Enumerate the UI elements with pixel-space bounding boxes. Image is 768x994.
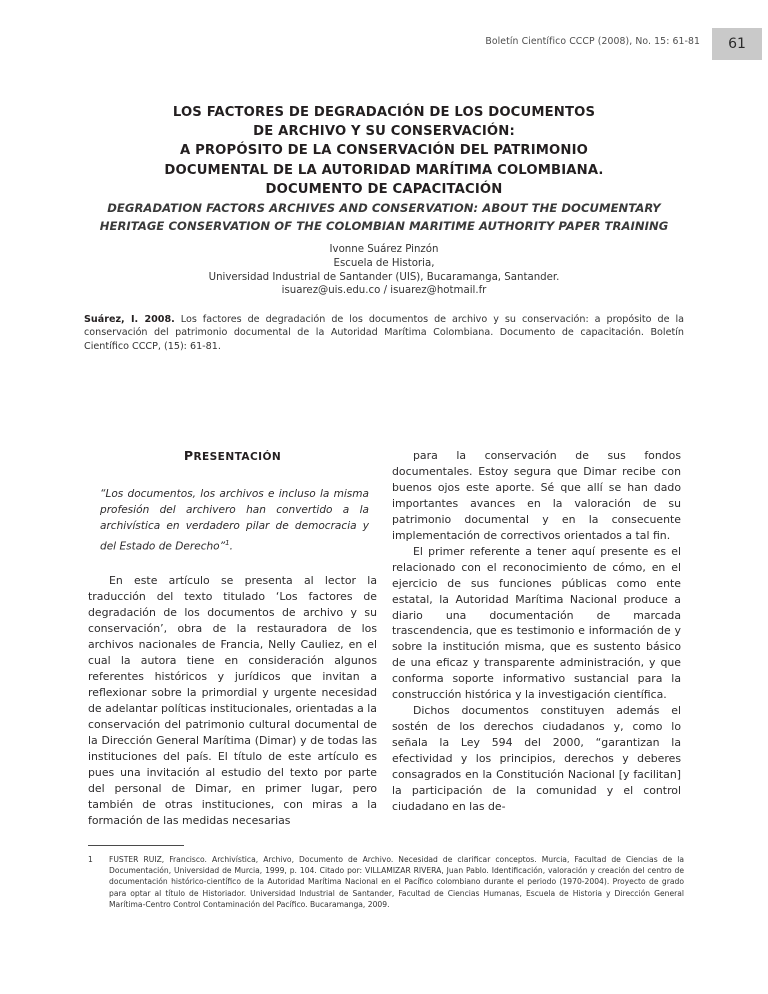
page-folio-box (712, 28, 762, 60)
pull-quote (100, 486, 369, 554)
title-line-5: DOCUMENTO DE CAPACITACIÓN (265, 181, 503, 197)
running-head: Boletín Científico CCCP (2008), No. 15: 61-81 (485, 36, 700, 47)
author-emails: isuarez@uis.edu.co / isuarez@hotmail.fr (281, 285, 487, 297)
citation-block (84, 313, 684, 353)
title-line-2: DE ARCHIVO Y SU CONSERVACIÓN: (253, 124, 515, 140)
title-line-3: A PROPÓSITO DE LA CONSERVACIÓN DEL PATRIMONIO (179, 143, 589, 159)
page-title (84, 103, 684, 199)
paragraph: Dichos documentos constituyen además el sostén de los derechos ciudadanos y, como lo señala la Ley 594 del 2000, “garantizan la efectividad y los principios, derechos y deberes consagrados en la Constitución Nacional [y facilitan] la participación de la comunidad y el control ciudadano en las de- (392, 704, 681, 813)
footnote-area (88, 845, 684, 910)
citation-lead: Suárez, I. 2008. (84, 314, 175, 325)
section-heading-dropcap: P (183, 448, 194, 463)
pull-quote-footnote-marker: 1 (225, 538, 230, 547)
footnote-number: 1 (88, 855, 93, 864)
footnote-text: FUSTER RUIZ, Francisco. Archivística, Archivo, Documento de Archivo. Necesidad de clarificar conceptos. Murcia, Facultad de Ciencias de la Documentación, Universidad de Murcia, 1999, p. 104. Citado por: VILLAMIZAR RIVERA, Juan Pablo. Identificación, valoración y creación del centro de documentación histórico-científico de la Autoridad Marítima Nacional en el Pacífico colombiano durante el periodo (1970-2004). Proyecto de grado para optar al título de Historiador. Universidad Industrial de Santander, Facultad de Ciencias Humanas, Escuela de Historia y Dirección General Marítima-Centro Control Contaminación del Pacífico. Bucaramanga, 2009. (109, 855, 684, 909)
footnote-item (88, 854, 684, 910)
pull-quote-tail: . (229, 540, 233, 553)
section-heading-presentacion (88, 448, 377, 466)
paragraph: El primer referente a tener aquí presente es el relacionado con el reconocimiento de cómo, en el ejercicio de sus funciones públicas como ente estatal, la Autoridad Marítima Nacional produce a diario una documentación de marcada trascendencia, que es testimonio e información de y sobre la institución misma, que es sustento básico de una eficaz y transparente administración, y que conforma soporte informativo sustancial para la construcción histórica y la investigación científica. (392, 544, 681, 702)
english-title (60, 199, 708, 235)
author-name: Ivonne Suárez Pinzón (329, 244, 439, 255)
author-affiliation-block (84, 243, 684, 298)
title-line-4: DOCUMENTAL DE LA AUTORIDAD MARÍTIMA COLOMBIANA. (164, 162, 604, 178)
paragraph: para la conservación de sus fondos documentales. Estoy segura que Dimar recibe con buenos ojos este aporte. Sé que allí se han dado importantes avances en la valoración de su patrimonio documental y en la consecuente implementación de correctivos orientados a tal fin. (392, 449, 681, 542)
body-column-left (88, 448, 377, 829)
english-title-line-1: DEGRADATION FACTORS ARCHIVES AND CONSERVATION: ABOUT THE DOCUMENTARY (107, 201, 661, 215)
english-title-line-2: HERITAGE CONSERVATION OF THE COLOMBIAN MARITIME AUTHORITY PAPER TRAINING (99, 219, 669, 233)
author-university: Universidad Industrial de Santander (UIS), Bucaramanga, Santander. (208, 271, 560, 283)
section-heading-rest: RESENTACIÓN (193, 451, 282, 463)
pull-quote-text: “Los documentos, los archivos e incluso la misma profesión del archivero han convertido a la archivística en verdadero pilar de democracia y del Estado de Derecho” (100, 487, 369, 553)
citation-rest: Los factores de degradación de los documentos de archivo y su conservación: a propósito de la conservación del patrimonio documental de la Autoridad Marítima Colombiana. Documento de capacitación. Boletín Científico CCCP, (15): 61-81. (84, 314, 684, 352)
paragraph: En este artículo se presenta al lector la traducción del texto titulado ‘Los factores de degradación de los documentos de archivo y su conservación’, obra de la restauradora de los archivos nacionales de Francia, Nelly Cauliez, en el cual la autora tiene en consideración algunos referentes históricos y jurídicos que invitan a reflexionar sobre la primordial y urgente necesidad de adelantar políticas institucionales, orientadas a la conservación del patrimonio cultural documental de la Dirección General Marítima (Dimar) y de todas las instituciones del país. El título de este artículo es pues una invitación al estudio del texto por parte del personal de Dimar, en primer lugar, pero también de otras instituciones, con miras a la formación de las medidas necesarias (88, 574, 377, 827)
page-number: 61 (728, 36, 746, 52)
author-school: Escuela de Historia, (333, 257, 435, 269)
footnote-separator-rule (88, 845, 184, 846)
body-column-right (392, 448, 681, 815)
title-line-1: LOS FACTORES DE DEGRADACIÓN DE LOS DOCUMENTOS (172, 105, 596, 120)
